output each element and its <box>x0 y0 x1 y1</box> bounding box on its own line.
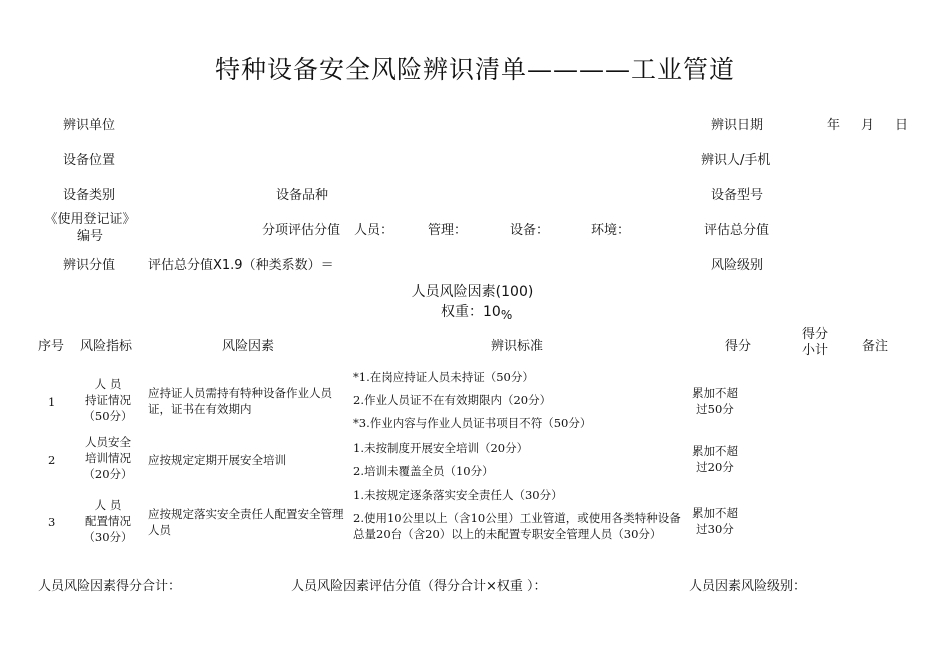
col-header-score: 得分 <box>725 339 752 354</box>
row3-indicator-line2: 配置情况 <box>85 514 131 528</box>
col-header-subtotal-line2: 小计 <box>801 343 828 358</box>
row2-score-note-line1: 累加不超 <box>692 444 738 458</box>
variety-label: 设备品种 <box>276 188 329 203</box>
col-header-subtotal <box>795 327 835 359</box>
day-label: 日 <box>895 118 909 133</box>
footer-level: 人员因素风险级别： <box>689 579 807 594</box>
registration-label <box>40 211 140 245</box>
row1-score-note-line2: 过50分 <box>696 402 734 416</box>
row1-score-note <box>682 385 748 417</box>
col-header-indicator: 风险指标 <box>80 339 133 354</box>
row3-indicator <box>78 497 138 545</box>
row3-indicator-line1: 人 员 <box>94 498 122 512</box>
row3-indicator-line3: （30分） <box>83 530 133 544</box>
col-header-factor: 风险因素 <box>222 339 275 354</box>
year-label: 年 <box>827 118 841 133</box>
environment-label: 环境： <box>591 223 631 238</box>
weight-label: 权重：10 <box>441 304 501 320</box>
row2-indicator-line2: 培训情况 <box>85 451 131 465</box>
sub-score-label: 分项评估分值 <box>262 223 341 238</box>
row1-indicator-line3: （50分） <box>83 409 133 423</box>
col-header-no: 序号 <box>38 339 65 354</box>
col-header-remark: 备注 <box>862 339 889 354</box>
section-title: 人员风险因素(100) <box>411 284 534 300</box>
row2-factor: 应按规定定期开展安全培训 <box>148 453 286 467</box>
row2-indicator <box>78 434 138 482</box>
row1-factor: 应持证人员需持有特种设备作业人员证，证书在有效期内 <box>148 386 332 416</box>
month-label: 月 <box>861 118 875 133</box>
row3-score-note <box>682 505 748 537</box>
registration-label-line1: 《使用登记证》 <box>44 212 136 227</box>
registration-label-line2: 编号 <box>76 229 103 244</box>
person-label: 辨识人/手机 <box>701 153 771 168</box>
col-header-subtotal-line1: 得分 <box>801 327 828 342</box>
row1-standard-3: *3.作业内容与作业人员证书项目不符（50分） <box>353 416 592 430</box>
row2-standard-1: 1.未按制度开展安全培训（20分） <box>353 441 529 455</box>
row2-indicator-line1: 人员安全 <box>85 435 131 449</box>
footer-eval: 人员风险因素评估分值（得分合计×权重 ）： <box>291 579 547 594</box>
row3-score-note-line1: 累加不超 <box>692 506 738 520</box>
row2-indicator-line3: （20分） <box>83 467 133 481</box>
row1-indicator-line2: 持证情况 <box>85 393 131 407</box>
row1-standard-2: 2.作业人员证不在有效期限内（20分） <box>353 393 552 407</box>
weight-unit: % <box>500 308 513 322</box>
date-label: 辨识日期 <box>711 118 764 133</box>
col-header-standard: 辨识标准 <box>491 339 544 354</box>
equipment-label: 设备： <box>510 223 550 238</box>
row2-score-note <box>682 443 748 475</box>
row3-standard-1: 1.未按规定逐条落实安全责任人（30分） <box>353 488 563 502</box>
formula-label: 评估总分值X1.9（种类系数）＝ <box>148 258 334 273</box>
risk-level-label: 风险级别 <box>711 258 764 273</box>
location-label: 设备位置 <box>63 153 116 168</box>
row3-standard-2: 2.使用10公里以上（含10公里）工业管道，或使用各类特种设备总量20台（含20）以上的未配置专职安全管理人员（30分） <box>353 511 681 541</box>
total-score-label: 评估总分值 <box>704 223 770 238</box>
row2-standard-2: 2.培训未覆盖全员（10分） <box>353 464 494 478</box>
footer-total: 人员风险因素得分合计： <box>38 579 182 594</box>
section-weight <box>441 301 512 321</box>
row1-indicator-line1: 人 员 <box>94 377 122 391</box>
unit-label: 辨识单位 <box>63 118 116 133</box>
ident-score-label: 辨识分值 <box>63 258 116 273</box>
model-label: 设备型号 <box>711 188 764 203</box>
row2-score-note-line2: 过20分 <box>696 460 734 474</box>
row1-indicator <box>78 376 138 424</box>
page-title: 特种设备安全风险辨识清单————工业管道 <box>214 55 735 84</box>
row1-no: 1 <box>48 395 56 409</box>
row2-no: 2 <box>48 453 56 467</box>
row1-score-note-line1: 累加不超 <box>692 386 738 400</box>
row1-standard-1: *1.在岗应持证人员未持证（50分） <box>353 370 534 384</box>
row3-factor: 应按规定落实安全责任人配置安全管理人员 <box>148 507 344 537</box>
row3-no: 3 <box>48 515 56 529</box>
management-label: 管理： <box>428 223 468 238</box>
row3-score-note-line2: 过30分 <box>696 522 734 536</box>
category-label: 设备类别 <box>63 188 116 203</box>
personnel-label: 人员： <box>354 223 394 238</box>
